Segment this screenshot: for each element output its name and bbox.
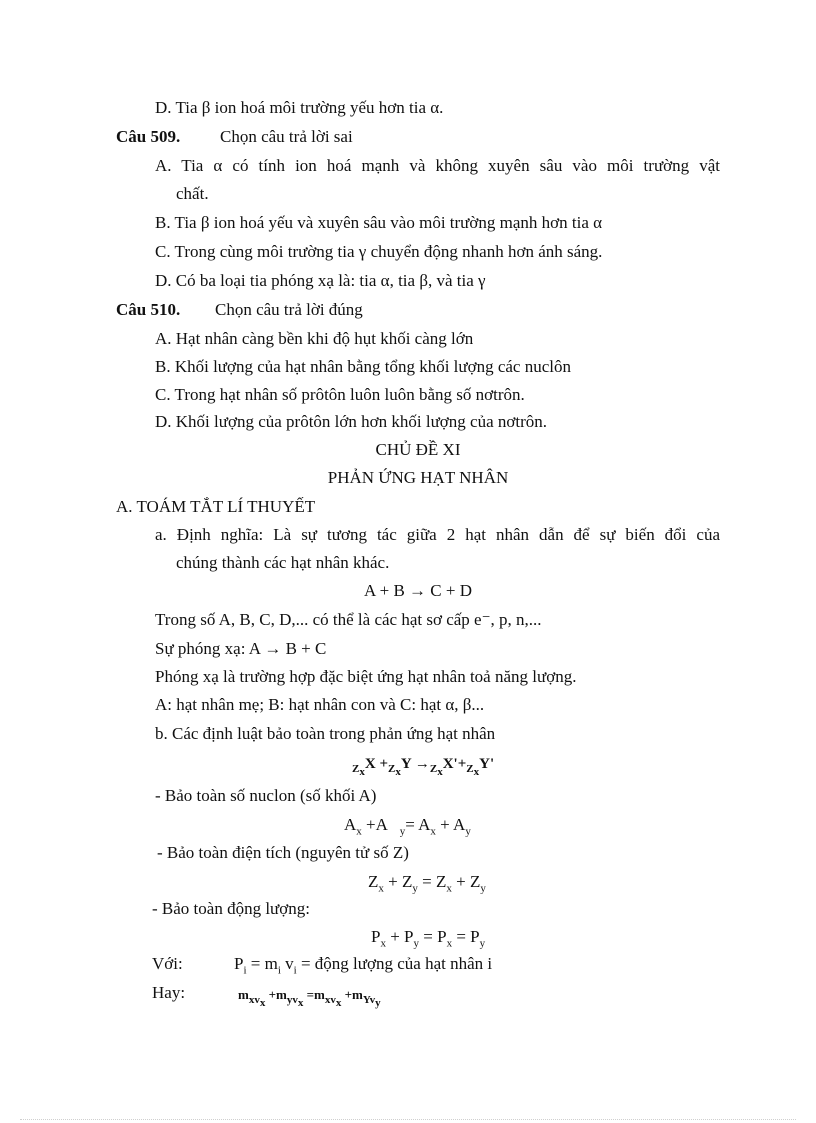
q510-option-b: B. Khối lượng của hạt nhân bằng tổng khối lượng các nuclôn (155, 357, 571, 376)
definition-line-1: a. Định nghĩa: Là sự tương tác giữa 2 hạt nhân dẫn để sự biến đổi của (155, 525, 720, 544)
q509-option-a-cont: chất. (176, 184, 209, 203)
q510-option-d: D. Khối lượng của prôtôn lớn hơn khối lượng của nơtrôn. (155, 412, 547, 431)
definition-line-2: chúng thành các hạt nhân khác. (176, 553, 390, 572)
momentum-definition: $P_i = m_i$ $v_i$ = động lượng của hạt nhân i (234, 954, 493, 977)
q510-number: Câu 510. (116, 300, 181, 319)
decay-note: Phóng xạ là trường hợp đặc biệt ứng hạt nhân toả năng lượng. (155, 667, 577, 686)
mass-velocity-equation: $m_{xv_x} +m_{yv_x} =m_{xv_x} +m_{Yv_y}$ (238, 987, 381, 1009)
charge-equation: $Z_x + Z_y = Z_x + Z_y$ (368, 872, 486, 895)
or-label: Hay: (152, 983, 186, 1002)
q509-option-a: A. Tia α có tính ion hoá mạnh và không xuyên sâu vào môi trường vật (155, 156, 720, 175)
q509-prompt: Chọn câu trả lời sai (220, 127, 353, 146)
nuclear-reaction-equation: $_{Z_x}X +_{Z_x}Y \to_{Z_x}X'+_{Z_x}Y'$ (352, 756, 495, 779)
q509-number: Câu 509. (116, 127, 181, 146)
decay-line: Sự phóng xạ: A → B + C (155, 639, 327, 658)
reaction-equation: A + B → C + D (364, 581, 472, 600)
particles-line: Trong số A, B, C, D,... có thể là các hạt sơ cấp e⁻, p, n,... (155, 610, 542, 629)
q509-option-b: B. Tia β ion hoá yếu và xuyên sâu vào môi trường mạnh hơn tia α (155, 213, 603, 232)
conservation-laws-heading: b. Các định luật bảo toàn trong phản ứng hạt nhân (155, 724, 496, 743)
with-label: Với: (152, 954, 183, 973)
law-charge: - Bảo toàn điện tích (nguyên tử số Z) (157, 843, 409, 862)
topic-title: PHẢN ỨNG HẠT NHÂN (327, 468, 509, 487)
q510-option-a: A. Hạt nhân càng bền khi độ hụt khối càng lớn (155, 329, 474, 348)
nucleon-equation: $A_x +A$ $_y= A_x + A_y$ (344, 815, 471, 838)
q509-option-c: C. Trong cùng môi trường tia γ chuyển động nhanh hơn ánh sáng. (155, 242, 603, 261)
topic-label: CHỦ ĐỀ XI (375, 440, 461, 459)
momentum-equation: $P_x + P_y = P_x = P_y$ (371, 927, 486, 950)
q510-prompt: Chọn câu trả lời đúng (215, 300, 363, 319)
q510-option-c: C. Trong hạt nhân số prôtôn luôn luôn bằng số nơtrôn. (155, 385, 525, 404)
decay-parts: A: hạt nhân mẹ; B: hạt nhân con và C: hạt α, β... (155, 695, 485, 714)
law-nucleon: - Bảo toàn số nuclon (số khối A) (155, 786, 377, 805)
page-bottom-border (20, 1119, 796, 1120)
summary-heading: A. TOÁM TẮT LÍ THUYẾT (116, 497, 316, 516)
law-momentum: - Bảo toàn động lượng: (152, 899, 310, 918)
q509-option-d: D. Có ba loại tia phóng xạ là: tia α, tia β, và tia γ (155, 271, 486, 290)
q508-option-d: D. Tia β ion hoá môi trường yếu hơn tia α. (155, 98, 444, 117)
